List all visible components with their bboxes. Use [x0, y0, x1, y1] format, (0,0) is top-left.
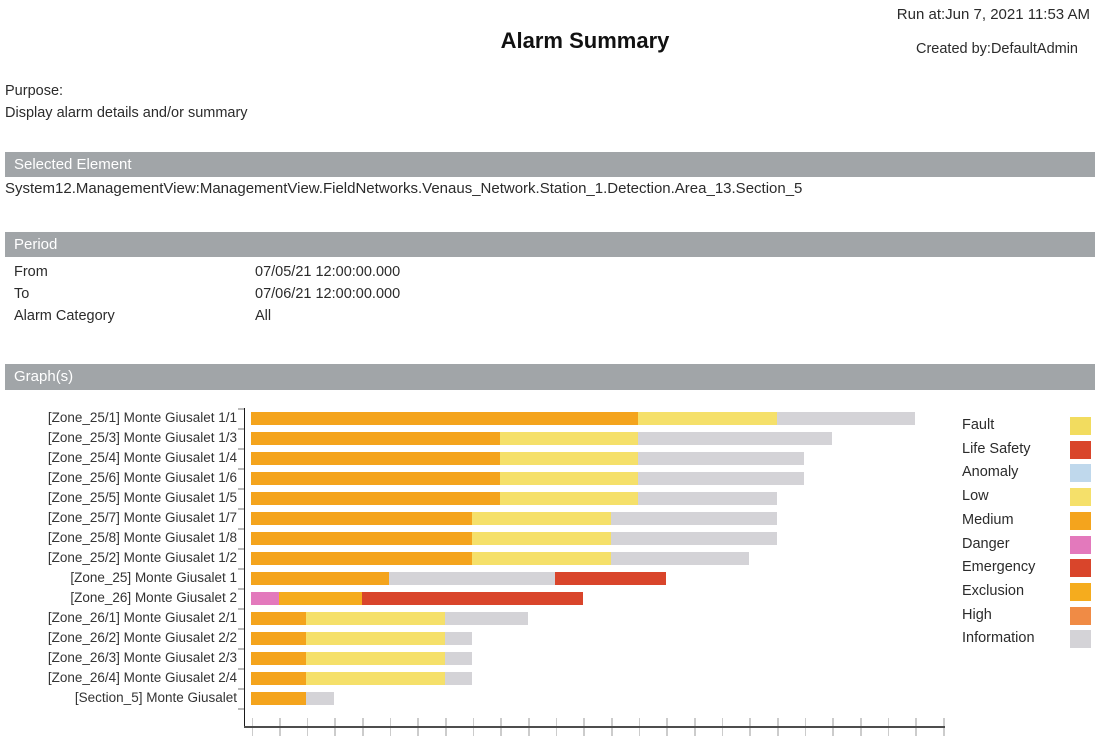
- bar-segment-low: [472, 512, 610, 525]
- purpose-label: Purpose:: [5, 83, 64, 99]
- period-from-value: 07/05/21 12:00:00.000: [255, 264, 401, 280]
- chart-row-bar: [251, 432, 832, 445]
- legend-item-information: [962, 627, 1094, 651]
- chart-row-label: [Zone_25/2] Monte Giusalet 1/2: [47, 550, 237, 565]
- chart-row-bar: [251, 472, 804, 485]
- chart-row: [0, 648, 960, 668]
- legend-swatch-high: [1070, 607, 1091, 625]
- alarm-category-value: All: [255, 308, 272, 324]
- bar-segment-medium: [251, 512, 472, 525]
- y-axis-line: [244, 408, 246, 728]
- bar-segment-danger: [251, 592, 279, 605]
- bar-segment-information: [777, 412, 915, 425]
- legend-swatch-medium: [1070, 512, 1091, 530]
- bar-segment-medium: [251, 552, 472, 565]
- legend-swatch-emergency: [1070, 559, 1091, 577]
- chart-row: [0, 528, 960, 548]
- legend-swatch-low: [1070, 488, 1091, 506]
- bar-segment-low: [500, 452, 638, 465]
- bar-segment-medium: [251, 492, 500, 505]
- bar-segment-low: [306, 632, 444, 645]
- chart-row-bar: [251, 532, 777, 545]
- created-by-text: Created by:DefaultAdmin: [916, 41, 1078, 57]
- legend-label-high: High: [962, 606, 992, 623]
- chart-row-bar: [251, 552, 749, 565]
- chart-row: [0, 488, 960, 508]
- bar-segment-low: [472, 532, 610, 545]
- bar-segment-low: [500, 492, 638, 505]
- bar-segment-low: [500, 432, 638, 445]
- legend-label-fault: Fault: [962, 417, 995, 433]
- chart-row-label: [Zone_26/4] Monte Giusalet 2/4: [47, 670, 237, 685]
- legend-label-anomaly: Anomaly: [962, 464, 1019, 481]
- page-title: Alarm Summary: [500, 28, 670, 53]
- bar-segment-exclusion: [279, 592, 362, 605]
- bar-segment-medium: [251, 692, 306, 705]
- bar-segment-information: [445, 672, 473, 685]
- legend-swatch-anomaly: [1070, 464, 1091, 482]
- chart-row-label: [Zone_25/1] Monte Giusalet 1/1: [47, 410, 237, 425]
- bar-segment-medium: [251, 652, 306, 665]
- chart-row-label: [Zone_26/3] Monte Giusalet 2/3: [47, 650, 237, 665]
- section-header-period: Period: [5, 232, 1095, 257]
- legend-swatch-life_safety: [1070, 441, 1091, 459]
- legend-item-emergency: [962, 556, 1094, 580]
- bar-segment-emergency: [555, 572, 666, 585]
- bar-segment-medium: [251, 432, 500, 445]
- chart-row-bar: [251, 412, 915, 425]
- chart-row-label: [Zone_25/7] Monte Giusalet 1/7: [47, 510, 237, 525]
- bar-segment-information: [638, 432, 832, 445]
- chart-row-label: [Zone_25/5] Monte Giusalet 1/5: [47, 490, 237, 505]
- bar-segment-medium: [251, 672, 306, 685]
- x-axis-line: [244, 726, 946, 728]
- section-header-graphs: Graph(s): [5, 364, 1095, 390]
- bar-segment-low: [306, 672, 444, 685]
- chart-row: [0, 408, 960, 428]
- legend-label-information: Information: [962, 630, 1035, 647]
- chart-row: [0, 508, 960, 528]
- bar-segment-medium: [251, 412, 638, 425]
- bar-segment-information: [445, 632, 473, 645]
- bar-segment-low: [638, 412, 776, 425]
- legend-item-fault: [962, 414, 1094, 438]
- legend-swatch-danger: [1070, 536, 1091, 554]
- legend-item-danger: [962, 533, 1094, 557]
- bar-segment-information: [389, 572, 555, 585]
- bar-segment-medium: [251, 572, 389, 585]
- alarm-category-label: Alarm Category: [14, 308, 115, 324]
- chart-row-label: [Zone_25] Monte Giusalet 1: [70, 570, 237, 585]
- legend-swatch-exclusion: [1070, 583, 1091, 601]
- chart-row-bar: [251, 652, 472, 665]
- bar-segment-information: [445, 612, 528, 625]
- chart-row-bar: [251, 452, 804, 465]
- bar-segment-information: [638, 452, 804, 465]
- bar-segment-medium: [251, 612, 306, 625]
- bar-segment-information: [611, 532, 777, 545]
- chart-row: [0, 448, 960, 468]
- legend-label-exclusion: Exclusion: [962, 582, 1025, 599]
- chart-row: [0, 688, 960, 708]
- legend-label-danger: Danger: [962, 535, 1010, 552]
- chart-row: [0, 668, 960, 688]
- section-header-selected-element: Selected Element: [5, 152, 1095, 177]
- chart-row: [0, 588, 960, 608]
- chart-row: [0, 628, 960, 648]
- chart-row-bar: [251, 612, 528, 625]
- bar-segment-medium: [251, 632, 306, 645]
- chart-row-bar: [251, 632, 472, 645]
- bar-segment-low: [306, 652, 444, 665]
- chart-row-label: [Zone_26/2] Monte Giusalet 2/2: [47, 630, 237, 645]
- legend-item-life_safety: [962, 438, 1094, 462]
- chart-row-bar: [251, 692, 334, 705]
- bar-segment-low: [306, 612, 444, 625]
- chart-row-label: [Section_5] Monte Giusalet: [74, 690, 237, 705]
- bar-segment-low: [500, 472, 638, 485]
- bar-segment-information: [306, 692, 334, 705]
- legend-label-life_safety: Life Safety: [962, 440, 1031, 457]
- chart-row-bar: [251, 492, 777, 505]
- bar-segment-medium: [251, 532, 472, 545]
- bar-segment-information: [638, 472, 804, 485]
- legend-item-exclusion: [962, 580, 1094, 604]
- purpose-text: Display alarm details and/or summary: [5, 105, 248, 121]
- chart-row-bar: [251, 572, 666, 585]
- period-to-label: To: [14, 286, 30, 302]
- chart-row-bar: [251, 672, 472, 685]
- run-at-timestamp: Run at:Jun 7, 2021 11:53 AM: [896, 6, 1090, 23]
- bar-segment-information: [638, 492, 776, 505]
- chart-row-label: [Zone_26/1] Monte Giusalet 2/1: [47, 610, 237, 625]
- chart-row: [0, 608, 960, 628]
- bar-segment-medium: [251, 472, 500, 485]
- legend-item-medium: [962, 509, 1094, 533]
- legend-item-anomaly: [962, 461, 1094, 485]
- chart-row: [0, 428, 960, 448]
- legend-swatch-fault: [1070, 417, 1091, 435]
- chart-row-label: [Zone_25/8] Monte Giusalet 1/8: [47, 530, 237, 545]
- bar-segment-medium: [251, 452, 500, 465]
- legend-label-low: Low: [962, 488, 989, 505]
- chart-row-bar: [251, 592, 583, 605]
- bar-segment-information: [445, 652, 473, 665]
- bar-segment-information: [611, 512, 777, 525]
- chart-row-label: [Zone_26] Monte Giusalet 2: [70, 590, 237, 605]
- chart-row: [0, 548, 960, 568]
- bar-segment-information: [611, 552, 749, 565]
- period-from-label: From: [14, 264, 48, 280]
- chart-row-label: [Zone_25/4] Monte Giusalet 1/4: [47, 450, 237, 465]
- legend-label-medium: Medium: [962, 511, 1014, 528]
- selected-element-path: System12.ManagementView:ManagementView.FieldNetworks.Venaus_Network.Station_1.Detection.Area_13.Section_5: [5, 180, 803, 197]
- chart-row-label: [Zone_25/3] Monte Giusalet 1/3: [47, 430, 237, 445]
- chart-row-label: [Zone_25/6] Monte Giusalet 1/6: [47, 470, 237, 485]
- bar-segment-emergency: [362, 592, 583, 605]
- bar-segment-low: [472, 552, 610, 565]
- legend-swatch-information: [1070, 630, 1091, 648]
- chart-row: [0, 568, 960, 588]
- chart-row-bar: [251, 512, 777, 525]
- chart-row: [0, 468, 960, 488]
- legend-item-low: [962, 485, 1094, 509]
- legend-item-high: [962, 604, 1094, 628]
- legend-label-emergency: Emergency: [962, 559, 1036, 576]
- period-to-value: 07/06/21 12:00:00.000: [255, 286, 401, 302]
